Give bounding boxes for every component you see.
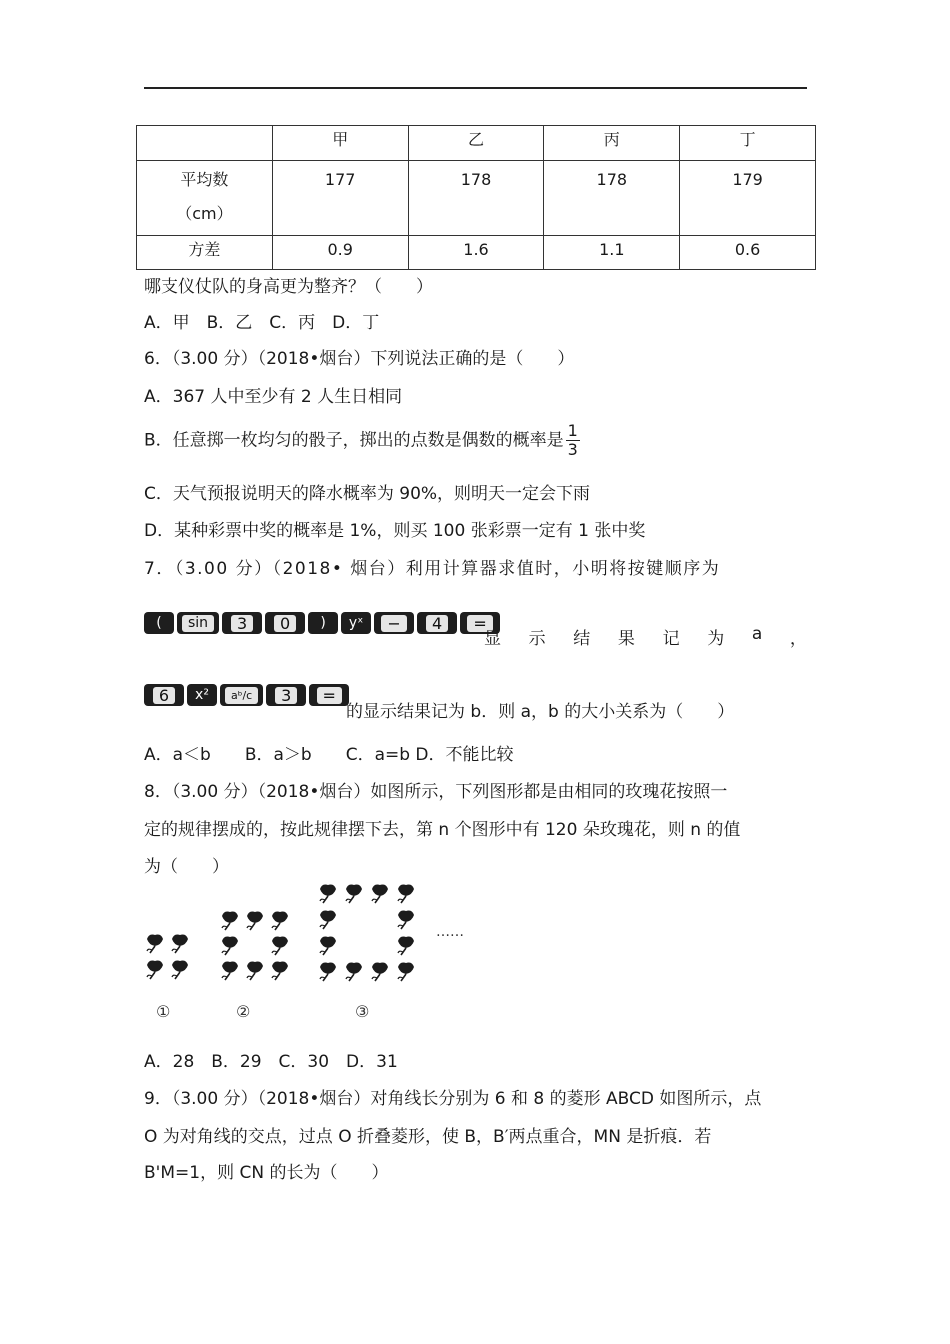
rose-pattern-drawing	[140, 880, 480, 1005]
q6-option-a: A．367 人中至少有 2 人生日相同	[144, 387, 403, 407]
q7-word: 结	[573, 629, 591, 649]
q7-word: 显	[484, 629, 501, 649]
q5-question: 哪支仪仗队的身高更为整齐？（ ）	[144, 277, 433, 297]
q7-tail: 的显示结果记为 b．则 a，b 的大小关系为（ ）	[346, 702, 735, 722]
figure-label-2: ②	[236, 1002, 251, 1021]
row-label-mean	[137, 161, 273, 236]
table-header-cell: 甲	[272, 126, 408, 161]
key-square: x²	[187, 684, 217, 706]
q9-line3: B'M=1，则 CN 的长为（ ）	[144, 1163, 389, 1183]
q6-option-c: C．天气预报说明天的降水概率为 90%，则明天一定会下雨	[144, 484, 591, 504]
height-stats-table	[136, 125, 816, 270]
q6-option-b	[144, 422, 580, 459]
key-6	[144, 684, 184, 706]
table-cell: 179	[680, 161, 816, 236]
figure-1-roses	[147, 935, 188, 980]
q7-result-a-text	[484, 624, 807, 649]
key-0-label: 0	[274, 615, 296, 632]
key-4	[417, 612, 457, 634]
table-cell: 0.6	[680, 236, 816, 270]
q7-stem: 7．（3.00 分）（2018• 烟台）利用计算器求值时，小明将按键顺序为	[144, 559, 721, 579]
table-header-cell: 丙	[544, 126, 680, 161]
key-minus	[374, 612, 414, 634]
q7-word: 示	[528, 629, 546, 649]
key-right-paren: )	[308, 612, 338, 634]
figure-ellipsis: ……	[436, 924, 464, 940]
key-equals-label: =	[317, 687, 342, 704]
figure-2-roses	[222, 912, 288, 981]
figure-label-3: ③	[355, 1002, 370, 1021]
table-corner-cell	[137, 126, 273, 161]
q8-line2: 定的规律摆成的，按此规律摆下去，第 n 个图形中有 120 朵玫瑰花，则 n 的值	[144, 820, 741, 840]
q8-line1: 8．（3.00 分）（2018•烟台）如图所示，下列图形都是由相同的玫瑰花按照一	[144, 782, 728, 802]
fraction-numerator: 1	[567, 421, 578, 440]
row-label-mean-line1: 平均数	[180, 170, 229, 189]
q9-line2: O 为对角线的交点，过点 O 折叠菱形，使 B，B′两点重合，MN 是折痕．若	[144, 1127, 712, 1147]
q6-option-b-text: B．任意掷一枚均匀的骰子，掷出的点数是偶数的概率是	[144, 430, 564, 451]
key-equals	[309, 684, 349, 706]
fraction	[566, 422, 580, 459]
fraction-denominator: 3	[567, 440, 578, 459]
key-0	[265, 612, 305, 634]
key-sin	[177, 612, 219, 634]
q8-options: A．28 B．29 C．30 D．31	[144, 1052, 398, 1072]
key-fraction-label: aᵇ/c	[225, 687, 258, 704]
table-row	[137, 236, 816, 270]
table-cell: 1.1	[544, 236, 680, 270]
row-label-variance: 方差	[137, 236, 273, 270]
row-label-mean-line2: （cm）	[176, 204, 233, 223]
q8-line3: 为（ ）	[144, 857, 229, 877]
header-rule	[144, 87, 807, 89]
table-cell: 178	[408, 161, 544, 236]
table-cell: 0.9	[272, 236, 408, 270]
key-3-label: 3	[275, 687, 297, 704]
key-equals-label: =	[467, 615, 492, 632]
key-fraction	[220, 684, 263, 706]
table-header-row	[137, 126, 816, 161]
table-header-cell: 丁	[680, 126, 816, 161]
q7-word: 果	[617, 629, 635, 649]
key-4-label: 4	[426, 615, 448, 632]
table-cell: 178	[544, 161, 680, 236]
calculator-key-sequence-1	[144, 612, 500, 634]
q7-options: A．a＜b B．a＞b C．a=b D．不能比较	[144, 745, 514, 765]
key-power: yˣ	[341, 612, 371, 634]
figure-label-1: ①	[156, 1002, 171, 1021]
q7-word: 记	[662, 629, 680, 649]
q6-stem: 6．（3.00 分）（2018•烟台）下列说法正确的是（ ）	[144, 349, 575, 369]
figure-3-roses	[320, 885, 414, 982]
key-minus-label: −	[381, 615, 406, 632]
q6-option-d: D．某种彩票中奖的概率是 1%，则买 100 张彩票一定有 1 张中奖	[144, 521, 646, 541]
key-3	[266, 684, 306, 706]
rose-pattern-figure	[140, 880, 480, 1030]
key-3	[222, 612, 262, 634]
q5-options: A．甲 B．乙 C．丙 D．丁	[144, 313, 380, 333]
q7-word: ，	[789, 629, 807, 649]
key-left-paren: (	[144, 612, 174, 634]
table-header-cell: 乙	[408, 126, 544, 161]
table-row	[137, 161, 816, 236]
key-3-label: 3	[231, 615, 253, 632]
table-cell: 1.6	[408, 236, 544, 270]
key-6-label: 6	[153, 687, 175, 704]
q7-word: 为	[707, 629, 725, 649]
q7-word: a	[751, 624, 763, 644]
table-cell: 177	[272, 161, 408, 236]
calculator-key-sequence-2	[144, 684, 349, 706]
key-sin-label: sin	[182, 615, 214, 632]
q9-line1: 9．（3.00 分）（2018•烟台）对角线长分别为 6 和 8 的菱形 ABCD 如图所示，点	[144, 1089, 762, 1109]
